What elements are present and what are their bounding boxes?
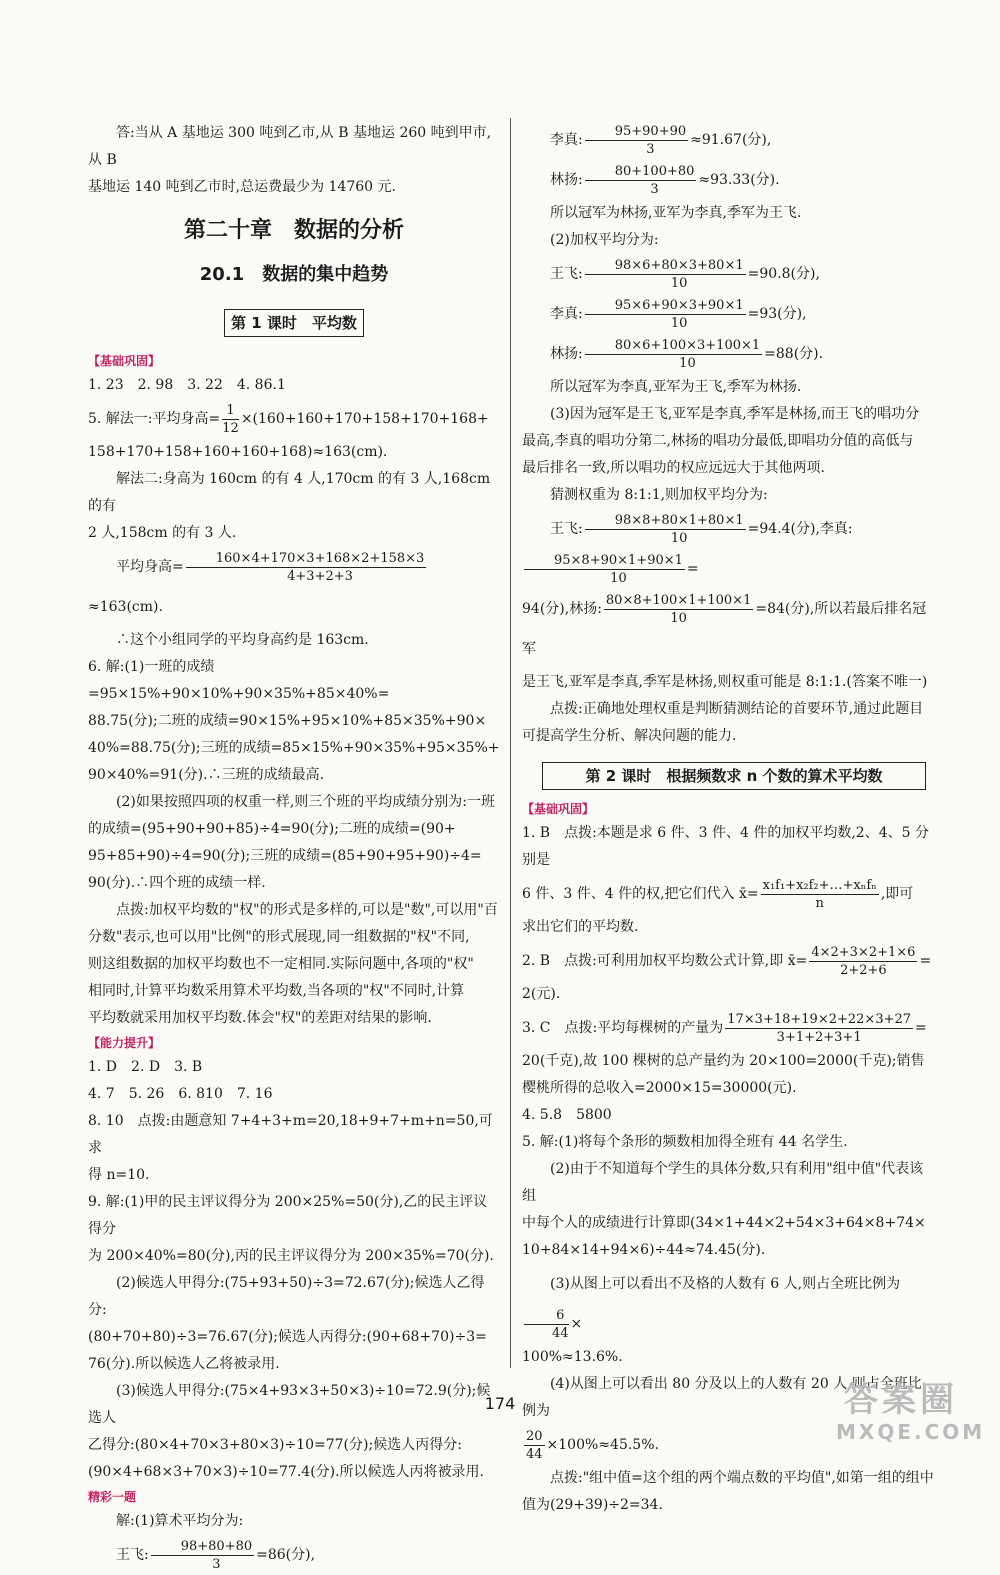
answer-line: $\frac{20}{44}$ ×100%≈45.5%. xyxy=(526,1428,659,1462)
answer-line: 分数"表示,也可以用"比例"的形式展现,同一组数据的"权"不同, xyxy=(88,929,470,945)
answer-line: 所以冠军为李真,亚军为王飞,季军为林扬. xyxy=(550,379,802,395)
fraction: $\frac{80\times 6+100\times 3+100\times 1}{10}$ xyxy=(585,337,762,372)
answer-line: 平均身高= $\frac{160\times 4+170\times 3+168\times 2+158\times 3}{4+3+2+3}$ ≈163(cm). xyxy=(88,550,425,615)
answer-line: 88.75(分);二班的成绩=90×15%+95×10%+85×35%+90× xyxy=(88,713,487,729)
answer-line: (2)由于不知道每个学生的具体分数,只有利用"组中值"代表该组 xyxy=(522,1161,924,1204)
answer-line: 90(分).∴四个班的成绩一样. xyxy=(88,875,266,891)
answer-line: 是王飞,亚军是李真,季军是林扬,则权重可能是 8:1:1.(答案不唯一) xyxy=(522,674,928,690)
section-tag: 【能力提升】 xyxy=(88,1036,161,1050)
fraction: $\frac{17\times 3+18+19\times 2+22\times 3+27}{3+1+2+3+1}$ xyxy=(727,1011,912,1045)
answer-line: 王飞: $\frac{98\times 6+80\times 3+80\times 1}{10}$ =90.8(分), xyxy=(550,257,820,291)
answer-line: 100%≈13.6%. xyxy=(522,1349,623,1365)
answer-line: 6. 解:(1)一班的成绩=95×15%+90×10%+90×35%+85×40%= xyxy=(88,659,390,702)
answer-line: 4. 5.8 5800 xyxy=(522,1107,612,1123)
answer-line: (2)候选人甲得分:(75+93+50)÷3=72.67(分);候选人乙得分: xyxy=(88,1275,485,1318)
answer-line: 8. 10 点拨:由题意知 7+4+3+m=20,18+9+7+m+n=50,可求 xyxy=(88,1113,493,1156)
answer-line: 10+84×14+94×6)÷44≈74.45(分). xyxy=(522,1242,766,1258)
answer-line: 5. 解法一:平均身高= $\frac{1}{12}$ ×(160+160+170+158+170+168+ xyxy=(88,402,489,436)
column-divider xyxy=(510,118,511,1368)
answer-line: 2. B 点拨:可利用加权平均数公式计算,即 x̄= $\frac{4\times 2+3\times 2+1\times 6}{2+2+6}$ = xyxy=(522,944,932,978)
answer-line: 95+85+90)÷4=90(分);三班的成绩=(85+90+95+90)÷4= xyxy=(88,848,482,864)
answer-line: 1. D 2. D 3. B xyxy=(88,1059,203,1075)
answer-line: 5. 解:(1)将每个条形的频数相加得全班有 44 名学生. xyxy=(522,1134,848,1150)
lesson-title: 第 2 课时 根据频数求 n 个数的算术平均数 xyxy=(542,762,926,790)
section-tag: 【基础巩固】 xyxy=(88,354,161,368)
answer-line: 20(千克),故 100 棵树的总产量约为 20×100=2000(千克);销售 xyxy=(522,1053,925,1069)
answer-line: 得 n=10. xyxy=(88,1167,150,1183)
answer-line: 最高,李真的唱功分第二,林扬的唱功分最低,即唱功分值的高低与 xyxy=(522,433,914,449)
answer-line: 李真: $\frac{95\times 6+90\times 3+90\times 1}{10}$ =93(分), xyxy=(550,297,807,331)
intro-line: 基地运 140 吨到乙市时,总运费最少为 14760 元. xyxy=(88,179,396,195)
fraction: $\frac{6}{44}$ xyxy=(524,1307,569,1342)
fraction: $\frac{80+100+80}{3}$ xyxy=(585,163,697,198)
answer-line: 相同时,计算平均数采用算术平均数,当各项的"权"不同时,计算 xyxy=(88,983,465,999)
fraction: $\frac{4\times 2+3\times 2+1\times 6}{2+2+6}$ xyxy=(811,944,916,978)
answer-line: 94(分),林扬: $\frac{80\times 8+100\times 1+100\times 1}{10}$ =84(分),所以若最后排名冠军 xyxy=(522,592,927,657)
chapter-title: 第二十章 数据的分析 xyxy=(183,218,404,243)
answer-line: 王飞: $\frac{98\times 8+80\times 1+80\times 1}{10}$ =94.4(分),李真: $\frac{95\times 8+90\times 1+90\times 1}{10}$ = xyxy=(522,509,934,589)
answer-line: 林扬: $\frac{80\times 6+100\times 3+100\times 1}{10}$ =88(分). xyxy=(550,337,824,371)
answer-line: 王飞: $\frac{98+80+80}{3}$ =86(分), xyxy=(116,1538,316,1572)
fraction: $\frac{95\times 6+90\times 3+90\times 1}{10}$ xyxy=(585,297,746,332)
fraction: x₁f₁+x₂f₂+…+xₙfₙ n xyxy=(762,877,877,911)
watermark-logo: 答案圈 MXQE.COM xyxy=(836,1380,986,1444)
section-tag: 精彩一题 xyxy=(88,1490,137,1504)
answer-line: 点拨:"组中值=这个组的两个端点数的平均值",如第一组的组中 xyxy=(550,1470,934,1486)
answer-line: 4. 7 5. 26 6. 810 7. 16 xyxy=(88,1086,273,1102)
answer-line: 猜测权重为 8:1:1,则加权平均分为: xyxy=(550,487,768,503)
answer-line: 158+170+158+160+160+168)≈163(cm). xyxy=(88,444,388,460)
answer-line: 3. C 点拨:平均每棵树的产量为 $\frac{17\times 3+18+19\times 2+22\times 3+27}{3+1+2+3+1}$ = xyxy=(522,1011,927,1045)
fraction: $\frac{95\times 8+90\times 1+90\times 1}{10}$ xyxy=(524,552,685,587)
fraction: $\frac{98+80+80}{3}$ xyxy=(151,1538,254,1573)
answer-line: 值为(29+39)÷2=34. xyxy=(522,1497,663,1513)
fraction: $\frac{20}{44}$ xyxy=(526,1428,543,1462)
answer-line: 解法二:身高为 160cm 的有 4 人,170cm 的有 3 人,168cm 的有 xyxy=(88,471,491,514)
right-column xyxy=(522,120,934,1519)
answer-line: (3)从图上可以看出不及格的人数有 6 人,则占全班比例为 $\frac{6}{44}$ × xyxy=(522,1264,934,1344)
left-column xyxy=(88,120,500,1575)
answer-line: 点拨:加权平均数的"权"的形式是多样的,可以是"数",可以用"百 xyxy=(116,902,498,918)
answer-line: 1. 23 2. 98 3. 22 4. 86.1 xyxy=(88,377,286,393)
fraction: $\frac{98\times 6+80\times 3+80\times 1}{10}$ xyxy=(585,257,746,292)
answer-line: 最后排名一致,所以唱功的权应远远大于其他两项. xyxy=(522,460,825,476)
answer-line: 平均数就采用加权平均数.体会"权"的差距对结果的影响. xyxy=(88,1010,432,1026)
fraction: $\frac{80\times 8+100\times 1+100\times 1}{10}$ xyxy=(605,592,752,626)
answer-line: 则这组数据的加权平均数也不一定相同.实际问题中,各项的"权" xyxy=(88,956,474,972)
fraction: $\frac{160\times 4+170\times 3+168\times 2+158\times 3}{4+3+2+3}$ xyxy=(186,550,427,585)
fraction: $\frac{98\times 8+80\times 1+80\times 1}{10}$ xyxy=(585,512,746,547)
answer-line: (4)从图上可以看出 80 分及以上的人数有 20 人,则占全班比例为 xyxy=(522,1376,922,1419)
answer-line: 为 200×40%=80(分),丙的民主评议得分为 200×35%=70(分). xyxy=(88,1248,494,1264)
answer-line: 的成绩=(95+90+90+85)÷4=90(分);二班的成绩=(90+ xyxy=(88,821,456,837)
answer-line: 90×40%=91(分).∴三班的成绩最高. xyxy=(88,767,325,783)
answer-line: (2)如果按照四项的权重一样,则三个班的平均成绩分别为:一班 xyxy=(116,794,495,810)
answer-line: 1. B 点拨:本题是求 6 件、3 件、4 件的加权平均数,2、4、5 分别是 xyxy=(522,825,929,868)
answer-line: 中每个人的成绩进行计算即(34×1+44×2+54×3+64×8+74× xyxy=(522,1215,926,1231)
answer-line: 40%=88.75(分);三班的成绩=85×15%+90×35%+95×35%+ xyxy=(88,740,500,756)
page-number: 174 xyxy=(484,1394,516,1413)
answer-line: (2)加权平均分为: xyxy=(550,232,659,248)
answer-line: (3)因为冠军是王飞,亚军是李真,季军是林扬,而王飞的唱功分 xyxy=(550,406,920,422)
section-tag: 【基础巩固】 xyxy=(522,802,595,816)
answer-line: 点拨:正确地处理权重是判断猜测结论的首要环节,通过此题目 xyxy=(550,701,924,717)
answer-line: 2 人,158cm 的有 3 人. xyxy=(88,525,237,541)
answer-line: ∴这个小组同学的平均身高约是 163cm. xyxy=(116,632,369,648)
intro-line: 答:当从 A 基地运 300 吨到乙市,从 B 基地运 260 吨到甲市,从 B xyxy=(88,125,492,168)
answer-line: (3)候选人甲得分:(75×4+93×3+50×3)÷10=72.9(分);候选人 xyxy=(88,1383,491,1426)
answer-line: 乙得分:(80×4+70×3+80×3)÷10=77(分);候选人丙得分: xyxy=(88,1437,462,1453)
answer-line: 可提高学生分析、解决问题的能力. xyxy=(522,728,737,744)
answer-line: (90×4+68×3+70×3)÷10=77.4(分).所以候选人丙将被录用. xyxy=(88,1464,485,1480)
answer-line: 2(元). xyxy=(522,986,561,1002)
answer-line: 樱桃所得的总收入=2000×15=30000(元). xyxy=(522,1080,797,1096)
section-title: 20.1 数据的集中趋势 xyxy=(199,264,389,285)
answer-line: (80+70+80)÷3=76.67(分);候选人丙得分:(90+68+70)÷3= xyxy=(88,1329,487,1345)
answer-line: 解:(1)算术平均分为: xyxy=(116,1513,244,1529)
answer-line: 所以冠军为林扬,亚军为李真,季军为王飞. xyxy=(550,205,802,221)
answer-line: 9. 解:(1)甲的民主评议得分为 200×25%=50(分),乙的民主评议得分 xyxy=(88,1194,488,1237)
answer-line: 6 件、3 件、4 件的权,把它们代入 x̄= x₁f₁+x₂f₂+…+xₙfₙ n ,即可 xyxy=(522,877,914,911)
fraction: $\frac{1}{12}$ xyxy=(222,402,239,436)
answer-line: 76(分).所以候选人乙将被录用. xyxy=(88,1356,280,1372)
answer-line: 李真: $\frac{95+90+90}{3}$ ≈91.67(分), xyxy=(550,123,772,157)
answer-line: 林扬: $\frac{80+100+80}{3}$ ≈93.33(分). xyxy=(550,163,780,197)
fraction: $\frac{95+90+90}{3}$ xyxy=(585,123,688,158)
lesson-title: 第 1 课时 平均数 xyxy=(224,309,364,337)
answer-line: 求出它们的平均数. xyxy=(522,919,639,935)
